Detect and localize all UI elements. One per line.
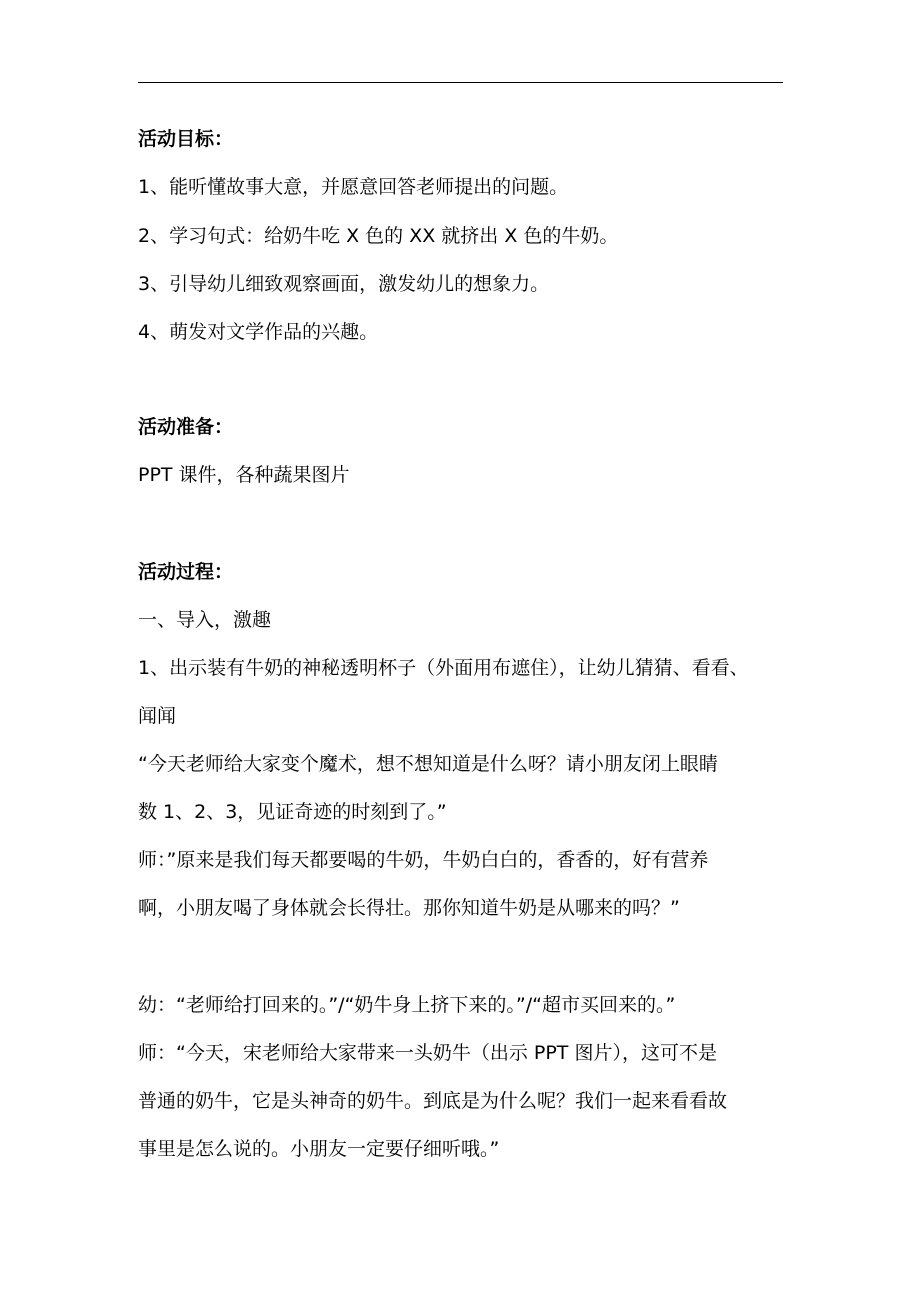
process-line: “今天老师给大家变个魔术，想不想知道是什么呀？请小朋友闭上眼睛 — [138, 753, 718, 775]
process-line: 普通的奶牛，它是头神奇的奶牛。到底是为什么呢？我们一起来看看故 — [138, 1090, 728, 1112]
goal-item-4: 4、萌发对文学作品的兴趣。 — [138, 321, 379, 343]
process-line: 数 1、2、3，见证奇迹的时刻到了。” — [138, 801, 447, 823]
goal-item-1: 1、能听懂故事大意，并愿意回答老师提出的问题。 — [138, 176, 569, 198]
goal-item-3: 3、引导幼儿细致观察画面，激发幼儿的想象力。 — [138, 273, 550, 295]
prep-content: PPT 课件，各种蔬果图片 — [138, 464, 350, 486]
process-line: 一、导入，激趣 — [138, 609, 272, 631]
process-line: 啊，小朋友喝了身体就会长得壮。那你知道牛奶是从哪来的吗？” — [138, 897, 680, 919]
goal-item-2: 2、学习句式：给奶牛吃 X 色的 XX 就挤出 X 色的牛奶。 — [138, 225, 619, 247]
process-line: 幼：“老师给打回来的。”/“奶牛身上挤下来的。”/“超市买回来的。” — [138, 994, 676, 1016]
process-line: 闻闻 — [138, 705, 177, 727]
prep-heading: 活动准备： — [138, 416, 234, 438]
header-rule — [138, 82, 783, 83]
goals-heading: 活动目标： — [138, 128, 234, 150]
process-line: 师：“今天，宋老师给大家带来一头奶牛（出示 PPT 图片），这可不是 — [138, 1042, 717, 1064]
process-line: 1、出示装有牛奶的神秘透明杯子（外面用布遮住），让幼儿猜猜、看看、 — [138, 657, 749, 679]
process-line: 师：”原来是我们每天都要喝的牛奶，牛奶白白的，香香的，好有营养 — [138, 849, 709, 871]
process-line: 事里是怎么说的。小朋友一定要仔细听哦。” — [138, 1138, 500, 1160]
process-heading: 活动过程： — [138, 561, 234, 583]
